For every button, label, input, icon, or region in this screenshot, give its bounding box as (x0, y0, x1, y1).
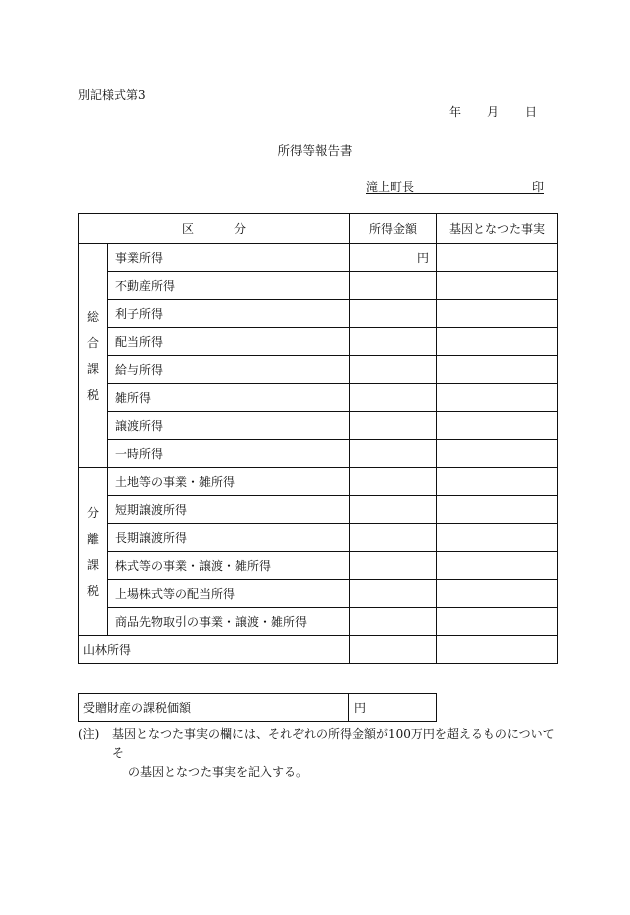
table-row (79, 244, 558, 272)
item-label: 譲渡所得 (108, 412, 350, 440)
table-row (79, 272, 558, 300)
table-row (79, 300, 558, 328)
amount-cell[interactable] (350, 468, 437, 496)
header-category (79, 214, 350, 244)
reason-cell[interactable] (437, 636, 558, 664)
group-label-char: 課 (86, 557, 99, 572)
item-label: 事業所得 (108, 244, 350, 272)
header-category-part1: 区 (181, 222, 194, 236)
reason-cell[interactable] (437, 468, 558, 496)
table-row (79, 440, 558, 468)
item-label: 利子所得 (108, 300, 350, 328)
header-amount: 所得金額 (350, 214, 437, 244)
group-label-char: 合 (86, 335, 99, 350)
table-row (79, 694, 437, 722)
note-marker: (注) (78, 727, 100, 741)
item-label: 雑所得 (108, 384, 350, 412)
reason-cell[interactable] (437, 524, 558, 552)
reason-cell[interactable] (437, 356, 558, 384)
date-month-label: 月 (487, 105, 500, 119)
amount-cell[interactable] (350, 328, 437, 356)
reason-cell[interactable] (437, 272, 558, 300)
date-year-label: 年 (449, 105, 462, 119)
item-label: 商品先物取引の事業・譲渡・雑所得 (108, 608, 350, 636)
table-row (79, 412, 558, 440)
addressee-name: 滝上町長 (366, 180, 415, 194)
note-line-1: 基因となつた事実の欄には、それぞれの所得金額が100万円を超えるものについてそ (112, 727, 555, 760)
amount-cell[interactable] (350, 580, 437, 608)
group-label-char: 分 (86, 505, 99, 520)
amount-cell[interactable] (350, 496, 437, 524)
table-row (79, 552, 558, 580)
item-label: 上場株式等の配当所得 (108, 580, 350, 608)
table-row (79, 328, 558, 356)
note-line-2: の基因となつた事実を記入する。 (128, 765, 309, 779)
reason-cell[interactable] (437, 412, 558, 440)
reason-cell[interactable] (437, 580, 558, 608)
table-row (79, 384, 558, 412)
date-day-label: 日 (525, 105, 538, 119)
amount-cell[interactable] (350, 412, 437, 440)
item-label: 配当所得 (108, 328, 350, 356)
table-row (79, 496, 558, 524)
table-row (79, 468, 558, 496)
table-row (79, 608, 558, 636)
item-label: 長期譲渡所得 (108, 524, 350, 552)
amount-cell[interactable] (350, 440, 437, 468)
reason-cell[interactable] (437, 300, 558, 328)
amount-cell[interactable] (350, 636, 437, 664)
header-category-part2: 分 (234, 222, 247, 236)
reason-cell[interactable] (437, 244, 558, 272)
date-line (449, 103, 537, 120)
reason-cell[interactable] (437, 496, 558, 524)
form-number-label: 別記様式第3 (78, 88, 146, 102)
forest-income-label: 山林所得 (79, 636, 350, 664)
reason-cell[interactable] (437, 608, 558, 636)
table-row (79, 636, 558, 664)
gift-property-amount[interactable]: 円 (349, 694, 437, 722)
item-label: 短期譲渡所得 (108, 496, 350, 524)
group-label-separate (79, 468, 108, 636)
item-label: 株式等の事業・譲渡・雑所得 (108, 552, 350, 580)
addressee-line (366, 178, 544, 194)
amount-cell[interactable] (350, 356, 437, 384)
group-label-char: 税 (86, 583, 99, 598)
gift-property-table (78, 693, 437, 722)
group-label-comprehensive (79, 244, 108, 468)
item-label: 不動産所得 (108, 272, 350, 300)
amount-cell[interactable] (350, 608, 437, 636)
seal-mark: 印 (531, 180, 544, 194)
group-label-char: 課 (86, 361, 99, 376)
amount-cell[interactable] (350, 552, 437, 580)
table-row (79, 524, 558, 552)
item-label: 給与所得 (108, 356, 350, 384)
reason-cell[interactable] (437, 552, 558, 580)
reason-cell[interactable] (437, 328, 558, 356)
group-label-char: 税 (86, 387, 99, 402)
item-label: 一時所得 (108, 440, 350, 468)
table-row (79, 580, 558, 608)
income-table (78, 213, 558, 664)
document-title: 所得等報告書 (277, 143, 353, 158)
note-text (112, 725, 558, 782)
amount-cell[interactable] (350, 300, 437, 328)
table-header-row (79, 214, 558, 244)
item-label: 土地等の事業・雑所得 (108, 468, 350, 496)
amount-cell[interactable] (350, 272, 437, 300)
reason-cell[interactable] (437, 384, 558, 412)
amount-cell[interactable]: 円 (350, 244, 437, 272)
header-reason: 基因となつた事実 (437, 214, 558, 244)
amount-cell[interactable] (350, 524, 437, 552)
amount-cell[interactable] (350, 384, 437, 412)
reason-cell[interactable] (437, 440, 558, 468)
group-label-char: 総 (86, 309, 99, 324)
group-label-char: 離 (86, 531, 99, 546)
table-row (79, 356, 558, 384)
gift-property-label: 受贈財産の課税価額 (79, 694, 349, 722)
